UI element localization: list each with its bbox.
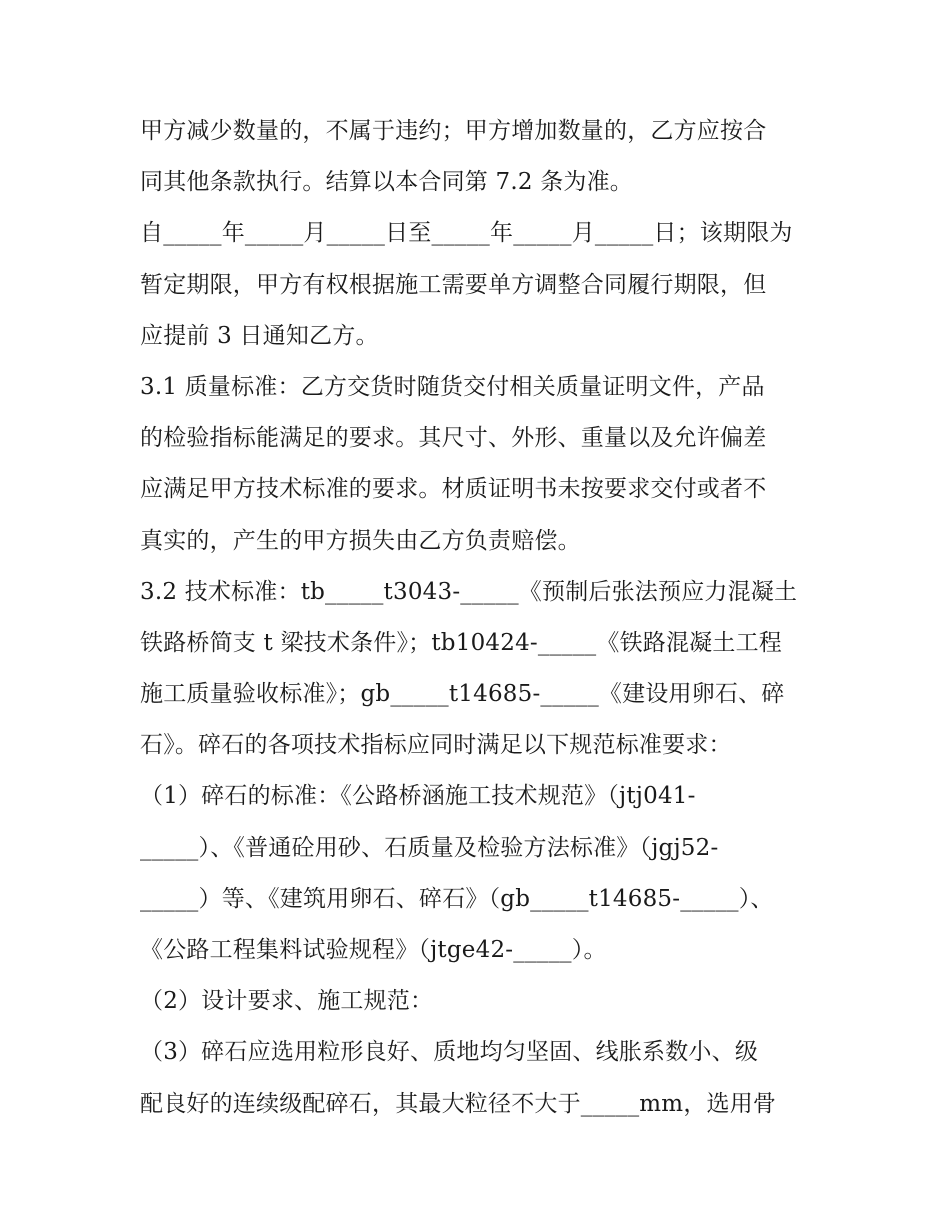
text-line: 石》。碎石的各项技术指标应同时满足以下规范标准要求： bbox=[140, 732, 732, 759]
text-line: 的检验指标能满足的要求。其尺寸、外形、重量以及允许偏差 bbox=[140, 425, 767, 452]
text-line: 施工质量验收标准》；gb_____t14685-_____《建设用卵石、碎 bbox=[140, 681, 785, 708]
text-line: 应满足甲方技术标准的要求。材质证明书未按要求交付或者不 bbox=[140, 476, 767, 503]
text-line: _____）等、《建筑用卵石、碎石》（gb_____t14685-_____）、 bbox=[140, 885, 774, 912]
text-line: 配良好的连续级配碎石，其最大粒径不大于_____mm，选用骨 bbox=[140, 1090, 777, 1117]
text-line: 铁路桥简支 t 梁技术条件》；tb10424-_____《铁路混凝土工程 bbox=[140, 629, 782, 656]
text-line: 甲方减少数量的，不属于违约；甲方增加数量的，乙方应按合 bbox=[140, 118, 767, 144]
text-line: 真实的，产生的甲方损失由乙方负责赔偿。 bbox=[140, 527, 581, 554]
text-line: _____）、《普通砼用砂、石质量及检验方法标准》（jgj52- bbox=[140, 834, 719, 861]
text-line: 自_____年_____月_____日至_____年_____月_____日；该期限为 bbox=[140, 220, 793, 247]
text-line: （2）设计要求、施工规范： bbox=[140, 988, 434, 1015]
text-line: 同其他条款执行。结算以本合同第 7.2 条为准。 bbox=[140, 169, 633, 196]
text-line: 3.2 技术标准：tb_____t3043-_____《预制后张法预应力混凝土 bbox=[140, 578, 798, 605]
text-line: （3）碎石应选用粒形良好、质地均匀坚固、线胀系数小、级 bbox=[140, 1039, 759, 1066]
text-line: 《公路工程集料试验规程》（jtge42-_____）。 bbox=[140, 937, 607, 963]
text-line: 暂定期限，甲方有权根据施工需要单方调整合同履行期限，但 bbox=[140, 271, 767, 298]
text-line: （1）碎石的标准：《公路桥涵施工技术规范》（jtj041- bbox=[140, 783, 696, 810]
text-line: 应提前 3 日通知乙方。 bbox=[140, 322, 379, 349]
text-line: 3.1 质量标准：乙方交货时随货交付相关质量证明文件，产品 bbox=[140, 373, 765, 400]
contract-text bbox=[140, 106, 820, 1130]
